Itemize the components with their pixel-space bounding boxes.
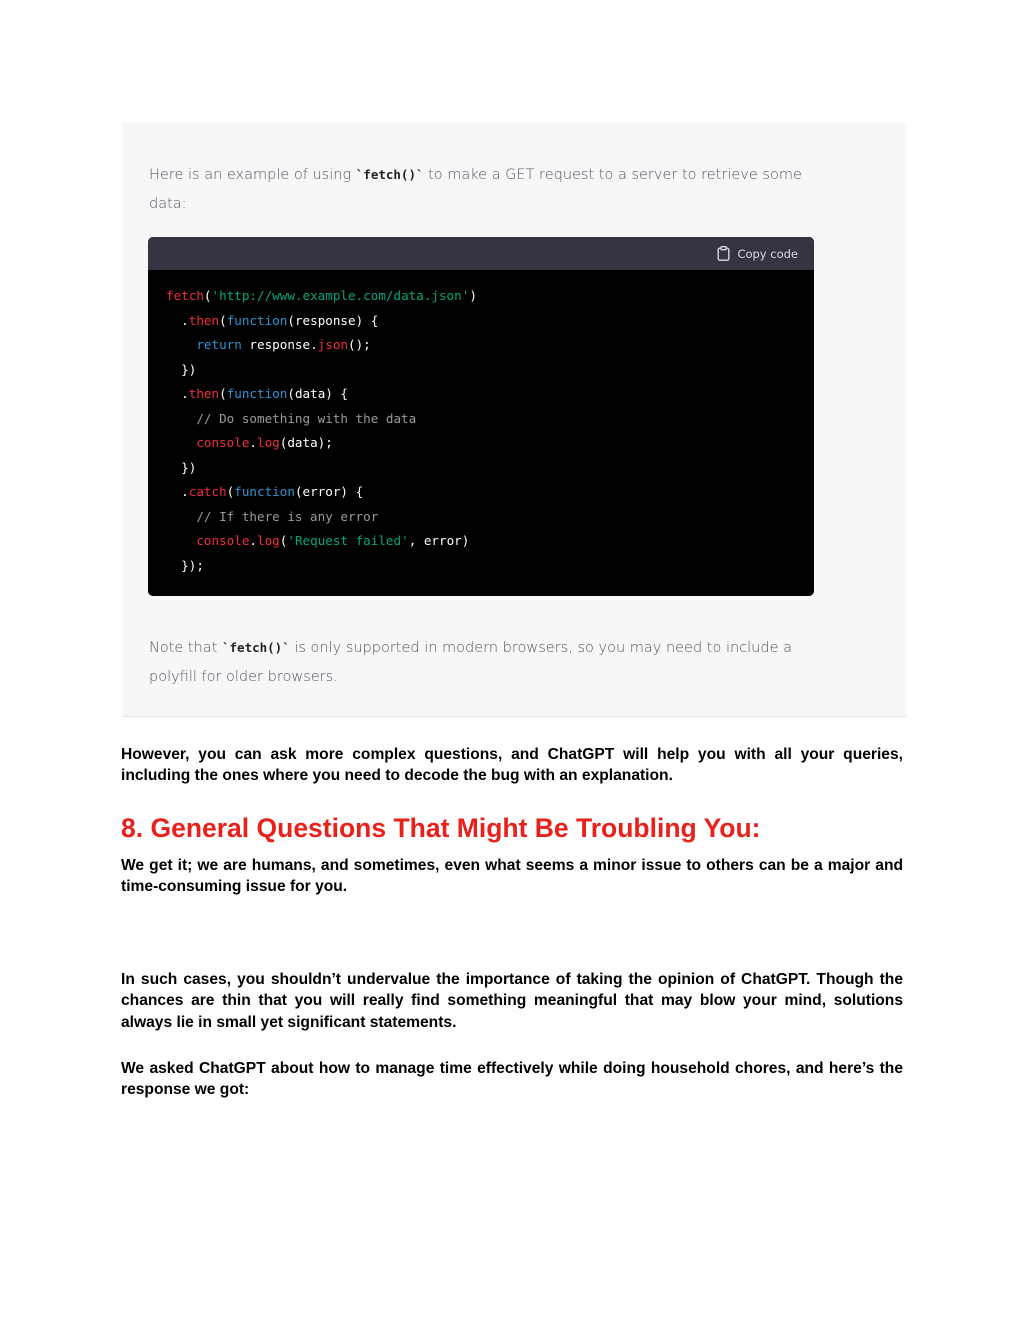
code-token: function xyxy=(226,386,288,401)
inline-code-fetch: `fetch()` xyxy=(355,167,424,182)
code-token: // Do something with the data xyxy=(166,410,417,426)
code-token: ( xyxy=(203,288,212,303)
code-token: console xyxy=(196,533,250,548)
code-token: console xyxy=(196,435,250,450)
code-token: log xyxy=(257,435,280,450)
code-line xyxy=(166,533,469,548)
code-token xyxy=(166,435,196,450)
code-token: ( xyxy=(226,484,235,499)
code-token: response. xyxy=(241,337,318,352)
code-token: then xyxy=(188,386,220,401)
code-token: (); xyxy=(348,337,371,352)
code-token: ( xyxy=(279,533,288,548)
code-token xyxy=(166,533,196,548)
code-line xyxy=(166,435,333,450)
chatgpt-response-screenshot xyxy=(122,123,906,717)
section-heading: 8. General Questions That Might Be Troubling You: xyxy=(121,813,761,843)
response-intro-text: Here is an example of using `fetch()` to make a GET request to a server to retrieve some data: xyxy=(149,167,802,212)
code-line xyxy=(166,558,204,573)
code-token: . xyxy=(249,533,258,548)
code-token: return xyxy=(196,337,242,352)
code-line xyxy=(166,460,196,475)
inline-code-fetch-note: `fetch()` xyxy=(222,640,290,655)
code-line xyxy=(166,386,348,401)
code-token: log xyxy=(257,533,280,548)
code-token: (data) { xyxy=(287,386,349,401)
code-token xyxy=(166,337,196,352)
copy-code-label: Copy code xyxy=(737,246,798,261)
code-line xyxy=(166,288,477,303)
code-token: // If there is any error xyxy=(166,508,379,524)
code-token: 'http://www.example.com/data.json' xyxy=(211,288,470,303)
code-token: json xyxy=(317,337,349,352)
copy-code-button[interactable] xyxy=(717,246,798,261)
code-line xyxy=(166,411,416,426)
code-token: . xyxy=(166,484,189,499)
code-line xyxy=(166,313,378,328)
code-token: ( xyxy=(219,386,227,401)
code-token: , error) xyxy=(408,533,470,548)
code-line xyxy=(166,362,196,377)
code-token: (data); xyxy=(279,435,333,450)
code-token: fetch xyxy=(166,288,204,303)
code-token: }); xyxy=(166,557,204,573)
code-token: ) xyxy=(469,288,477,303)
code-token: . xyxy=(249,435,258,450)
response-note-text: Note that `fetch()` is only supported in modern browsers, so you may need to include a polyfill for older browsers. xyxy=(149,640,792,685)
code-block xyxy=(148,237,814,596)
clipboard-icon xyxy=(717,246,730,261)
code-token: }) xyxy=(166,459,197,475)
code-token: function xyxy=(234,484,295,499)
paragraph-complex-questions: However, you can ask more complex questions, and ChatGPT will help you with all your queries, including the ones where you need to decode the bug with an explanation. xyxy=(121,746,903,785)
paragraph-such-cases: In such cases, you shouldn’t undervalue the importance of taking the opinion of ChatGPT. Though the chances are thin that you will really find something meaningful that may blow your mind, solutions always lie in small yet significant statements. xyxy=(121,971,903,1031)
paragraph-humans: We get it; we are humans, and sometimes, even what seems a minor issue to others can be a major and time-consuming issue for you. xyxy=(121,857,903,896)
code-token: 'Request failed' xyxy=(287,533,409,548)
code-token: (response) { xyxy=(287,312,379,328)
code-line xyxy=(166,509,378,524)
code-content xyxy=(148,270,814,578)
code-token: . xyxy=(166,386,189,401)
code-token: catch xyxy=(188,484,227,499)
code-token: (error) { xyxy=(294,484,364,499)
code-token: . xyxy=(166,312,189,328)
code-token: }) xyxy=(166,361,197,377)
code-block-header xyxy=(148,237,814,270)
code-token: then xyxy=(188,312,220,328)
code-line xyxy=(166,484,363,499)
code-token: function xyxy=(226,312,288,328)
code-line xyxy=(166,337,371,352)
code-token: ( xyxy=(219,312,227,328)
paragraph-we-asked: We asked ChatGPT about how to manage time effectively while doing household chores, and here’s the response we got: xyxy=(121,1060,903,1099)
